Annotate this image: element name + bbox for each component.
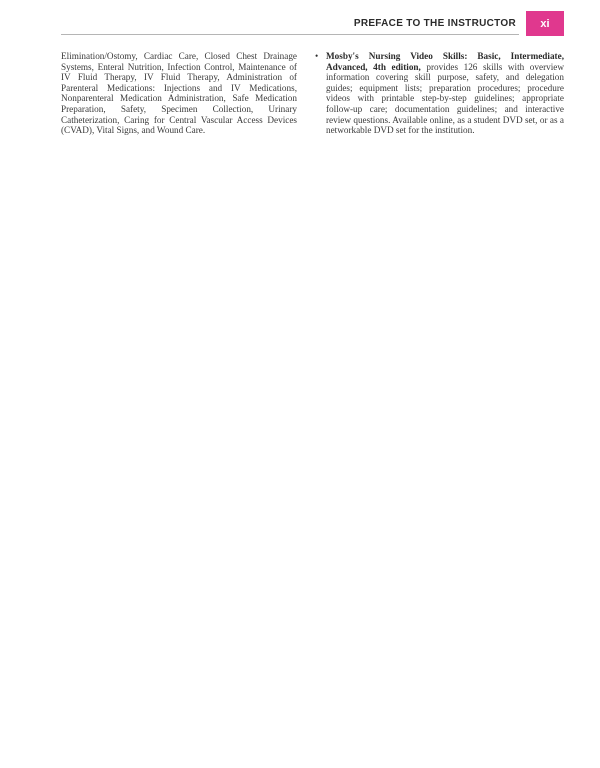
page-number-tab — [526, 11, 564, 36]
book-title: Mosby's Nursing Video Skills: Basic, Intermediate, Advanced, 4th edition, — [326, 51, 564, 72]
bullet-paragraph — [326, 51, 564, 136]
running-head-title: PREFACE TO THE INSTRUCTOR — [353, 18, 516, 29]
book-description: provides 126 skills with overview information covering skill purpose, safety, and delegation guides; equipment lists; preparation procedures; procedure videos with printable step-by-step guidelines; appropriate follow-up care; documentation guidelines; and interactive review questions. Available online, as a student DVD set, or as a networkable DVD set for the institution. — [326, 61, 564, 136]
left-column-paragraph: Elimination/Ostomy, Cardiac Care, Closed Chest Drainage Systems, Enteral Nutrition, Infection Control, Maintenance of IV Fluid Therapy, IV Fluid Therapy, Administration of Parenteral Medications: Injections and IV Medications, Nonparenteral Medication Administration, Safe Medication Preparation, Safety, Specimen Collection, Urinary Catheterization, Caring for Central Vascular Access Devices (CVAD), Vital Signs, and Wound Care. — [61, 51, 297, 136]
left-column — [61, 51, 297, 136]
bullet-marker: • — [315, 51, 319, 61]
header-rule — [61, 34, 519, 35]
page-number: xi — [540, 18, 550, 30]
bullet-list-item — [315, 51, 564, 136]
right-column — [315, 51, 564, 136]
